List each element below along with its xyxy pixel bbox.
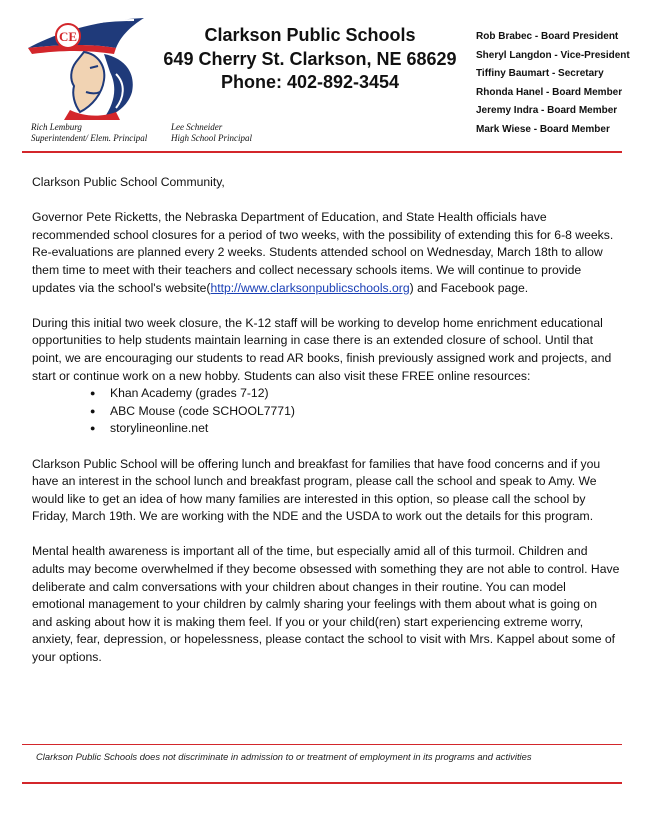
school-address: 649 Cherry St. Clarkson, NE 68629 [163, 49, 457, 69]
paragraph-text: ) and Facebook page. [409, 280, 529, 295]
paragraph-meals: Clarkson Public School will be offering lunch and breakfast for families that have food concerns and if you have an interest in the school lunch and breakfast program, please call the school and speak to Amy. We would like to get an idea of how many families are interested in this option, so please call the school by Friday, March 19th. We are working with the NDE and the USDA to work out the details for this program. [32, 456, 601, 524]
principal-title: High School Principal [171, 133, 252, 143]
school-name: Clarkson Public Schools [204, 25, 416, 45]
board-member: Rhonda Hanel - Board Member [476, 86, 623, 98]
paragraph-text: Governor Pete Ricketts, the Nebraska Department of Education, and State Health officials have recommended school closures for a period of two weeks, with the possibility of extending this for 6-8 weeks. Re-evaluations are planned every 2 weeks. Students attended school on Wednesday, March 18th to allow them time to meet with their teachers and collect necessary schools items. We will continue to provide updates via the school's website( [32, 210, 614, 295]
footer-divider-top [22, 744, 622, 745]
board-member: Sheryl Langdon - Vice-President [476, 49, 630, 61]
paragraph-enrichment: During this initial two week closure, the K-12 staff will be working to develop home enrichment educational opportunities to help students maintain learning in case there is an extended closure of school. Until that point, we are encouraging our students to read AR books, finish previously assigned work and projects, and start or continue work on a new hobby. Students can also visit these FREE online resources: [32, 315, 612, 383]
list-item: ● Khan Academy (grades 7-12) [90, 385, 620, 403]
logo-lettering: CE [58, 29, 78, 44]
list-item: ● storylineonline.net [90, 420, 620, 438]
principal-name: Rich Lemburg [31, 122, 82, 132]
paragraph-closure [32, 209, 620, 297]
salutation: Clarkson Public School Community, [32, 175, 225, 189]
principal-superintendent [31, 122, 147, 144]
list-item: ● ABC Mouse (code SCHOOL7771) [90, 403, 620, 421]
principal-title: Superintendent/ Elem. Principal [31, 133, 148, 143]
board-members-list [476, 28, 630, 139]
principal-name: Lee Schneider [171, 122, 223, 132]
non-discrimination-notice: Clarkson Public Schools does not discriminate in admission to or treatment of employment in its programs and activities [36, 751, 532, 762]
board-member: Tiffiny Baumart - Secretary [476, 68, 604, 79]
school-phone: Phone: 402-892-3454 [220, 72, 400, 92]
board-member: Mark Wiese - Board Member [476, 123, 610, 135]
principal-high-school [171, 122, 252, 144]
patriot-mascot-logo-icon [24, 14, 150, 120]
header-divider [22, 151, 622, 153]
school-website-link[interactable]: http://www.clarksonpublicschools.org [210, 280, 410, 295]
letter-body [32, 174, 620, 684]
board-member: Rob Brabec - Board President [476, 31, 619, 42]
footer-divider-bottom [22, 782, 622, 784]
board-member: Jeremy Indra - Board Member [476, 105, 618, 116]
online-resources-list [32, 385, 620, 438]
paragraph-mental-health: Mental health awareness is important all of the time, but especially amid all of this turmoil. Children and adults may become overwhelmed if they become obsessed with something they are not able to control. Have deliberate and calm conversations with your children about changes in their routine. You can model emotional management to your children by calmly sharing your feelings with them about what is going on and asking about how it is making them feel. If you or your child(ren) start experiencing extreme worry, anxiety, fear, depression, or hopelessness, please contact the school to visit with Mrs. Kappel about some of your options. [32, 544, 620, 665]
